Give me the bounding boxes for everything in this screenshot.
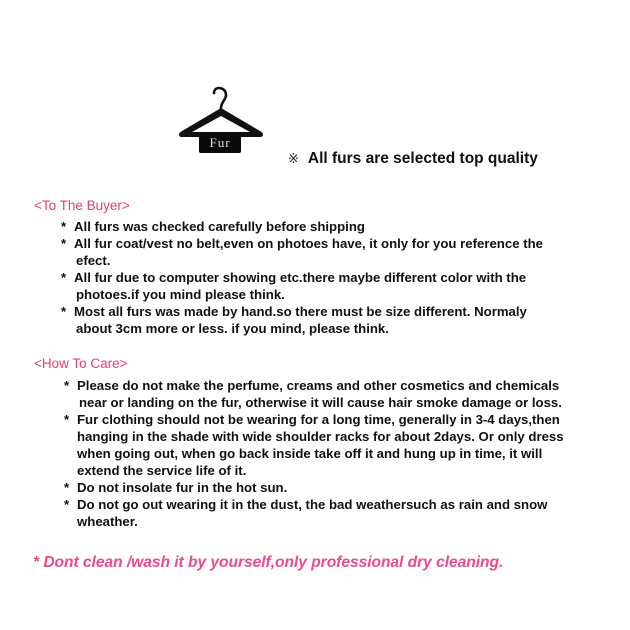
buyer-item-continued: photoes.if you mind please think.	[76, 287, 285, 302]
buyer-list	[61, 218, 621, 337]
quality-statement	[288, 150, 538, 168]
care-item: * Please do not make the perfume, creams and other cosmetics and chemicals near or landing on the fur, otherwise it will cause hair smoke damage or loss.	[64, 377, 624, 411]
buyer-item-text: All furs was checked carefully before shipping	[74, 219, 365, 234]
buyer-item: * All fur due to computer showing etc.there maybe different color with the photoes.if you mind please think.	[61, 269, 621, 303]
buyer-item-continued: about 3cm more or less. if you mind, please think.	[76, 321, 389, 336]
care-item: * Fur clothing should not be wearing for a long time, generally in 3-4 days,then hanging in the shade with wide shoulder racks for about 2days. Or only dress when going out, when go back inside take off it and hung up in time, it will extend the service life of it.	[64, 411, 624, 479]
care-item-line: hanging in the shade with wide shoulder racks for about 2days. Or only dress	[77, 429, 564, 444]
buyer-item: * All fur coat/vest no belt,even on photoes have, it only for you reference the efect.	[61, 235, 621, 269]
buyer-heading: <To The Buyer>	[34, 198, 130, 213]
buyer-item-text: All fur coat/vest no belt,even on photoes have, it only for you reference the	[74, 236, 543, 251]
care-list	[64, 377, 624, 530]
care-heading: <How To Care>	[34, 356, 128, 371]
care-item-line: when going out, when go back inside take off it and hung up in time, it will	[77, 446, 543, 461]
care-item-line: Please do not make the perfume, creams and other cosmetics and chemicals	[77, 378, 560, 393]
care-item-line: Do not insolate fur in the hot sun.	[77, 480, 288, 495]
care-item-line: Do not go out wearing it in the dust, the bad weathersuch as rain and snow	[77, 497, 548, 512]
buyer-item: * All furs was checked carefully before shipping	[61, 219, 365, 234]
quality-text: All furs are selected top quality	[307, 150, 538, 167]
fur-logo-tag: Fur	[199, 133, 241, 153]
dry-cleaning-notice: * Dont clean /wash it by yourself,only professional dry cleaning.	[33, 554, 504, 571]
care-item: * Do not insolate fur in the hot sun.	[64, 479, 624, 496]
buyer-item: * Most all furs was made by hand.so there must be size different. Normaly about 3cm more or less. if you mind, please think.	[61, 303, 621, 337]
reference-mark: ※	[288, 151, 299, 166]
care-item-line: near or landing on the fur, otherwise it will cause hair smoke damage or loss.	[79, 395, 562, 410]
buyer-item-text: Most all furs was made by hand.so there must be size different. Normaly	[74, 304, 527, 319]
buyer-item-continued: efect.	[76, 253, 111, 268]
care-item-line: wheather.	[77, 514, 138, 529]
care-item-line: Fur clothing should not be wearing for a long time, generally in 3-4 days,then	[77, 412, 560, 427]
care-item: * Do not go out wearing it in the dust, the bad weathersuch as rain and snow wheather.	[64, 496, 624, 530]
buyer-item-text: All fur due to computer showing etc.there maybe different color with the	[74, 270, 527, 285]
care-item-line: extend the service life of it.	[77, 463, 247, 478]
